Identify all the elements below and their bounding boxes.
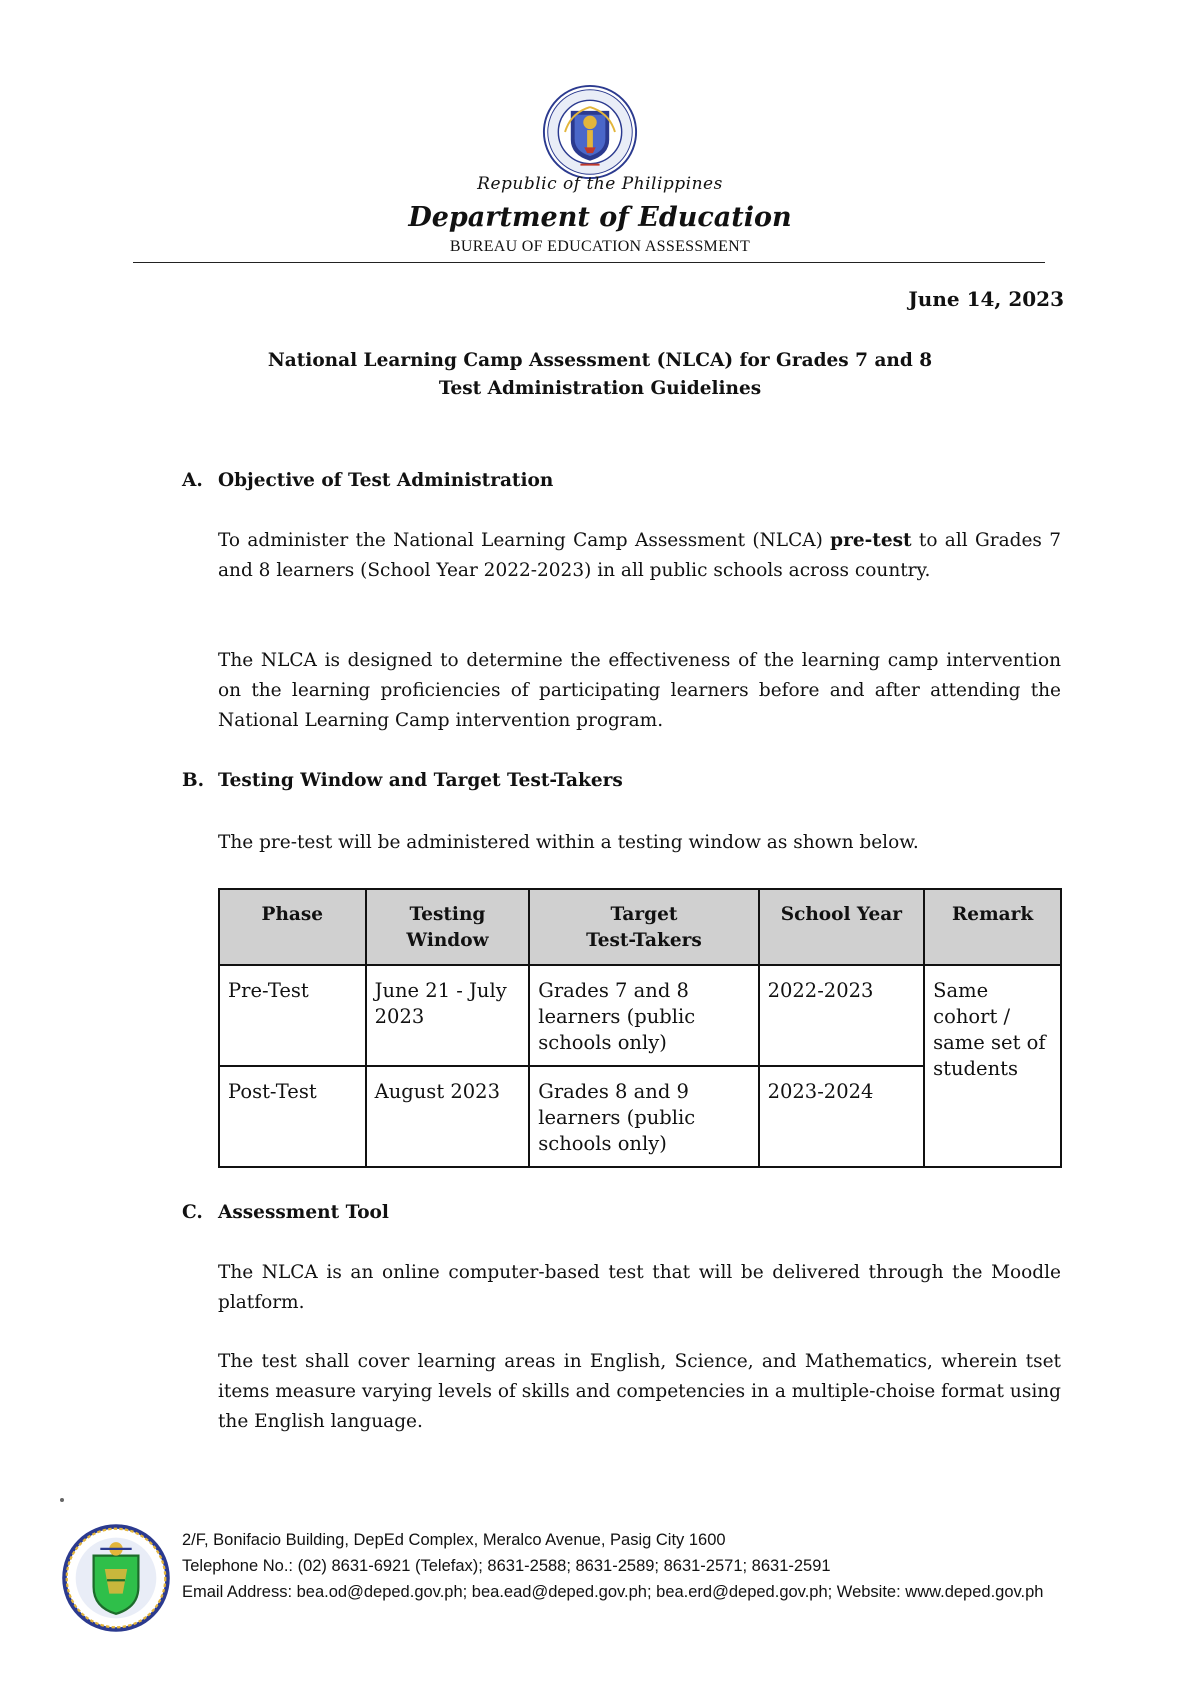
cell-window: June 21 - July 2023 — [366, 965, 530, 1066]
footer-address: 2/F, Bonifacio Building, DepEd Complex, Meralco Avenue, Pasig City 1600 — [182, 1531, 726, 1549]
bureau-name: BUREAU OF EDUCATION ASSESSMENT — [449, 238, 751, 255]
section-title: Testing Window and Target Test-Takers — [218, 770, 623, 791]
header-text: Window — [406, 930, 489, 951]
header-text: Target — [610, 904, 678, 925]
memo-date: June 14, 2023 — [908, 287, 1064, 311]
section-c-heading — [182, 1202, 389, 1223]
document-subtitle: Test Administration Guidelines — [438, 378, 762, 399]
header-text: Test-Takers — [586, 930, 702, 951]
section-title: Assessment Tool — [218, 1202, 389, 1223]
column-header-takers — [529, 889, 758, 965]
cell-remark: Same cohort / same set of students — [924, 965, 1061, 1167]
column-header-window — [366, 889, 530, 965]
column-header-phase: Phase — [219, 889, 366, 965]
text-run: To administer the National Learning Camp Assessment (NLCA) — [218, 530, 831, 551]
cell-window: August 2023 — [366, 1066, 530, 1167]
republic-line: Republic of the Philippines — [477, 174, 723, 194]
header-divider — [133, 262, 1045, 263]
section-a-paragraph-2: The NLCA is designed to determine the effectiveness of the learning camp intervention on the learning proficiencies of participating learners before and after attending the National Learning Camp intervention program. — [218, 650, 1061, 731]
bea-logo-icon — [60, 1522, 172, 1634]
cell-phase: Post-Test — [219, 1066, 366, 1167]
cell-year: 2022-2023 — [759, 965, 925, 1066]
section-a-paragraph-1 — [218, 526, 1061, 586]
cell-year: 2023-2024 — [759, 1066, 925, 1167]
section-b-heading — [182, 770, 623, 791]
department-name: Department of Education — [408, 202, 792, 233]
deped-seal-icon — [542, 84, 638, 180]
section-letter: C. — [182, 1202, 203, 1223]
document-title: National Learning Camp Assessment (NLCA) for Grades 7 and 8 — [267, 350, 933, 371]
section-a-heading — [182, 470, 553, 491]
column-header-year: School Year — [759, 889, 925, 965]
cell-phase: Pre-Test — [219, 965, 366, 1066]
table-row — [219, 965, 1061, 1066]
section-title: Objective of Test Administration — [218, 470, 554, 491]
footer-email: Email Address: bea.od@deped.gov.ph; bea.ead@deped.gov.ph; bea.erd@deped.gov.ph; Website: www.deped.gov.ph — [182, 1583, 1044, 1601]
column-header-remark: Remark — [924, 889, 1061, 965]
section-c-paragraph-1: The NLCA is an online computer-based test that will be delivered through the Moodle platform. — [218, 1262, 1061, 1313]
section-letter: B. — [182, 770, 205, 791]
cell-takers: Grades 7 and 8 learners (public schools only) — [529, 965, 758, 1066]
text-run: to all Grades 7 and 8 learners (School Year 2022-2023) in all public schools across country. — [218, 530, 1061, 581]
section-c-paragraph-2: The test shall cover learning areas in English, Science, and Mathematics, wherein tset items measure varying levels of skills and competencies in a multiple-choise format using the English language. — [218, 1351, 1061, 1432]
testing-window-table — [218, 888, 1062, 1168]
table-header-row — [219, 889, 1061, 965]
cell-takers: Grades 8 and 9 learners (public schools only) — [529, 1066, 758, 1167]
section-letter: A. — [182, 470, 203, 491]
footer-telephone: Telephone No.: (02) 8631-6921 (Telefax); 8631-2588; 8631-2589; 8631-2571; 8631-2591 — [182, 1557, 831, 1575]
header-text: Testing — [409, 904, 486, 925]
emphasis-text: pre-test — [830, 530, 912, 551]
footer-dot — [60, 1498, 64, 1502]
section-b-paragraph-1: The pre-test will be administered within a testing window as shown below. — [218, 832, 919, 853]
